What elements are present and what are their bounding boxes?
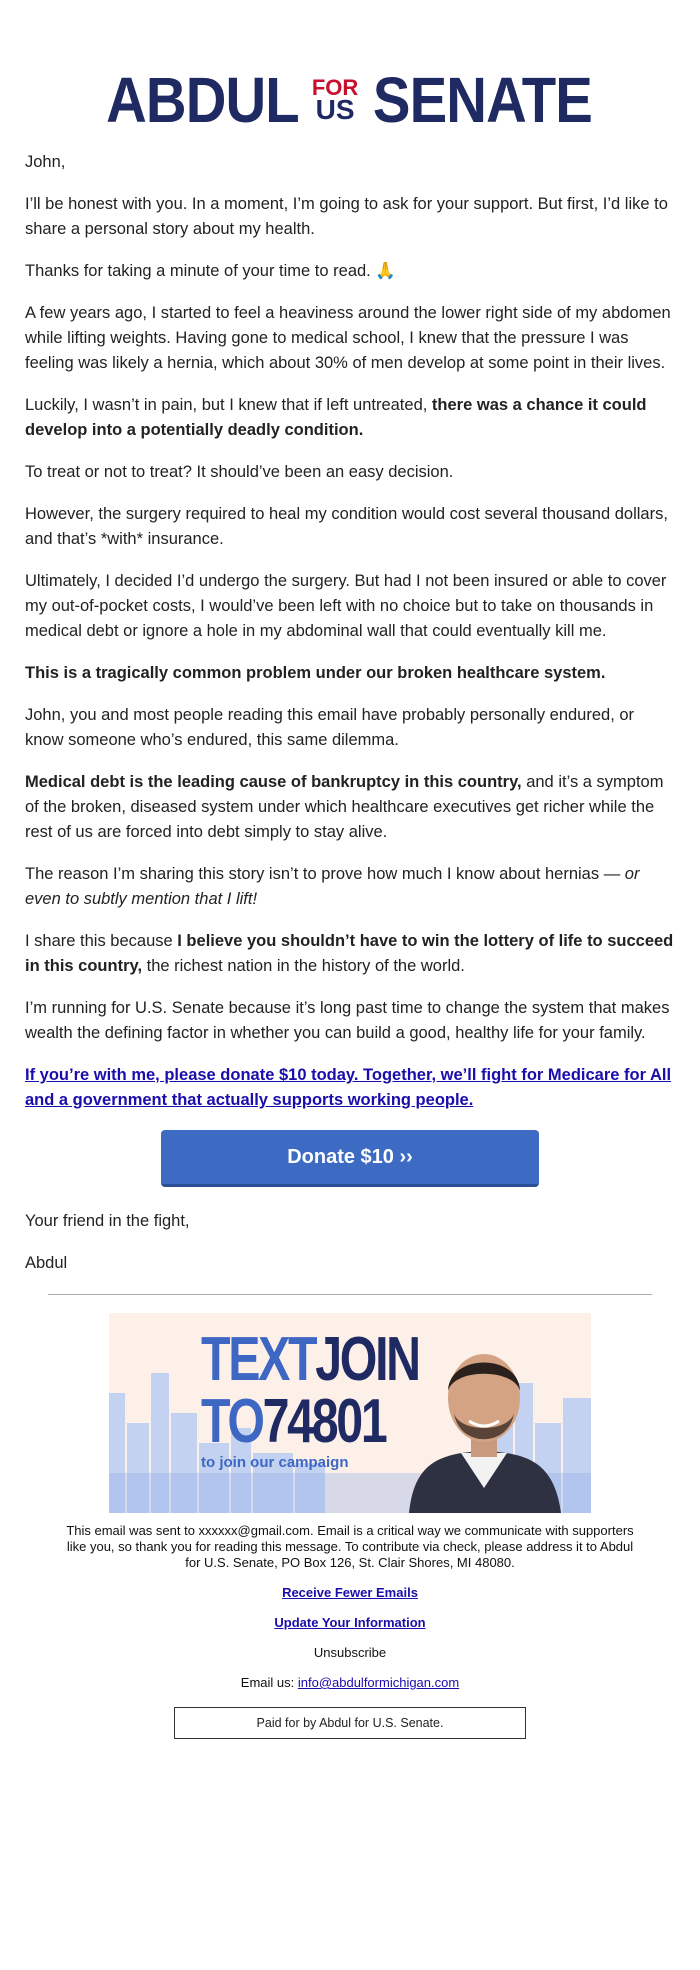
greeting: John, [25, 153, 66, 171]
banner-number: 74801 [262, 1387, 386, 1456]
banner-text [201, 1325, 480, 1471]
paragraph-lottery [25, 929, 675, 979]
logo-us: US [315, 94, 355, 126]
paragraph-cta [25, 1063, 675, 1113]
luckily-bold: there was a chance it could develop into a potentially deadly condition. [25, 396, 647, 439]
thanks-text: Thanks for taking a minute of your time to read. [25, 262, 371, 280]
receive-fewer-emails-link[interactable]: Receive Fewer Emails [282, 1585, 418, 1600]
banner-to-word: TO [201, 1387, 263, 1456]
praying-hands-icon: 🙏 [375, 262, 396, 280]
campaign-logo [0, 60, 700, 140]
logo-senate: SENATE [373, 64, 593, 136]
sent-prefix: This email was sent to [66, 1523, 199, 1538]
paragraph-reason [25, 862, 675, 912]
medical-debt-bold: Medical debt is the leading cause of bankruptcy in this country, [25, 773, 522, 791]
paragraph-thanks [25, 259, 675, 284]
banner-join-word: JOIN [315, 1325, 419, 1394]
paragraph-intro: I’ll be honest with you. In a moment, I’m going to ask for your support. But first, I’d like to share a personal story about my health. [25, 195, 668, 238]
paragraph-luckily [25, 393, 675, 443]
email-us-label: Email us: [240, 1675, 298, 1690]
paragraph-medical-debt [25, 770, 675, 845]
banner-line-2 [201, 1387, 419, 1456]
common-problem-bold: This is a tragically common problem under our broken healthcare system. [25, 664, 606, 682]
paragraph-treat: To treat or not to treat? It should’ve been an easy decision. [25, 463, 454, 481]
lottery-bold: I believe you shouldn’t have to win the lottery of life to succeed in this country, [25, 932, 674, 975]
banner-line-1 [201, 1325, 419, 1394]
email-page [0, 60, 700, 1739]
paragraph-surgery-cost: However, the surgery required to heal my condition would cost several thousand dollars, and that’s *with* insurance. [25, 505, 668, 548]
logo-for-us [311, 74, 359, 126]
signature: Abdul [25, 1254, 68, 1272]
lottery-text-c: the richest nation in the history of the world. [142, 957, 465, 975]
unsubscribe-link[interactable]: Unsubscribe [313, 1645, 387, 1660]
paragraph-dilemma: John, you and most people reading this email have probably personally endured, or know someone who’s endured, this same dilemma. [25, 706, 635, 749]
luckily-text: Luckily, I wasn’t in pain, but I knew that if left untreated, [25, 396, 432, 414]
paragraph-story: A few years ago, I started to feel a heaviness around the lower right side of my abdomen while lifting weights. Having gone to medical school, I knew that the pressure I was feeling was likely a hernia, which about 30% of men develop at some point in their lives. [25, 304, 671, 372]
reason-text: The reason I’m sharing this story isn’t to prove how much I know about hernias — [25, 865, 625, 883]
sent-suffix: . Email is a critical way we communicate with supporters like you, so thank you for reading this message. To contribute via check, please address it to Abdul for U.S. Senate, PO Box 126, St. Clair Shores, MI 48080. [66, 1523, 634, 1570]
banner-subtitle: to join our campaign [201, 1454, 349, 1471]
banner-text-word: TEXT [201, 1325, 316, 1394]
email-footer [0, 1523, 700, 1739]
email-us-link[interactable]: info@abdulformichigan.com [297, 1675, 460, 1690]
paragraph-ultimately: Ultimately, I decided I’d undergo the surgery. But had I not been insured or able to cover my out-of-pocket costs, I would’ve been left with no choice but to take on thousands in medical debt or ignore a hole in my abdominal wall that could eventually kill me. [25, 572, 667, 640]
signoff: Your friend in the fight, [25, 1212, 190, 1230]
logo-abdul: ABDUL [105, 64, 299, 136]
paragraph-running: I’m running for U.S. Senate because it’s long past time to change the system that makes wealth the defining factor in whether you can build a good, healthy life for your family. [25, 999, 670, 1042]
text-to-join-banner[interactable] [109, 1313, 591, 1513]
logo-for: FOR [311, 74, 359, 100]
footer-disclaimer [60, 1523, 640, 1571]
recipient-email: xxxxxx@gmail.com [198, 1523, 310, 1538]
paid-for-disclaimer: Paid for by Abdul for U.S. Senate. [174, 1707, 526, 1739]
email-us [60, 1675, 640, 1691]
medical-debt-text: and it’s a symptom of the broken, diseased system under which healthcare executives get richer while the rest of us are forced into debt simply to stay alive. [25, 773, 664, 841]
email-body [0, 150, 700, 1276]
paragraph-common-problem [25, 661, 675, 686]
donate-cta-link[interactable]: If you’re with me, please donate $10 today. Together, we’ll fight for Medicare for All and a government that actually supports working people. [25, 1066, 672, 1109]
footer-divider [48, 1294, 652, 1295]
donate-button[interactable]: Donate $10 ›› [161, 1130, 539, 1187]
lottery-text-a: I share this because [25, 932, 178, 950]
donate-button-wrap [25, 1130, 675, 1187]
reason-italic: or even to subtly mention that I lift! [25, 865, 640, 908]
update-information-link[interactable]: Update Your Information [274, 1615, 426, 1630]
